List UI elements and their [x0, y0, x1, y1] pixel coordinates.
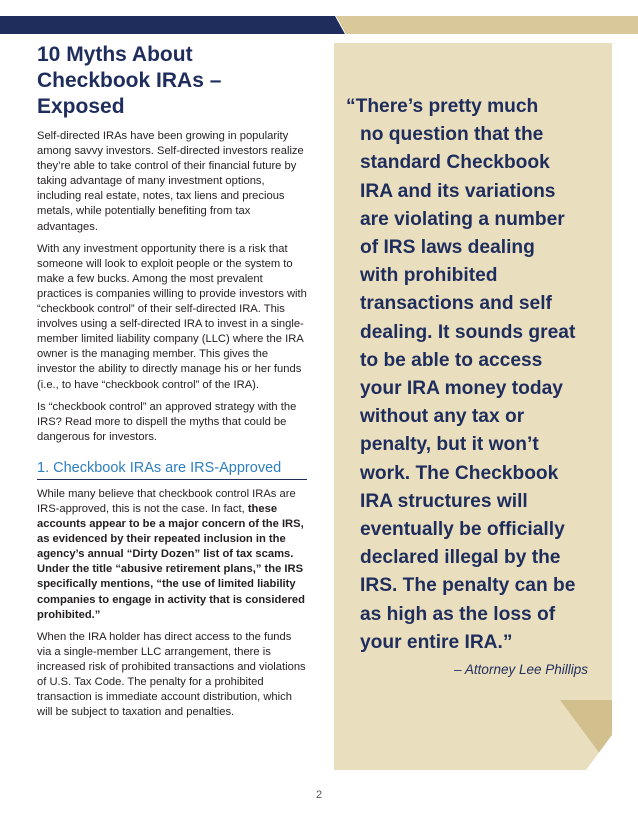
quote-line: IRS. The penalty can be — [360, 575, 576, 597]
article-column — [37, 42, 307, 727]
quote-line: eventually be officially — [360, 519, 565, 541]
section-1-p1-bold: these accounts appear to be a major concern of the IRS, as evidenced by their repeated inclusion in the agency’s annual “Dirty Dozen” list of tax scams. Under the title “abusive retirement plans,” the IRS specifically mentions, “the use of limited liability companies to engage in activity that is considered prohibited.” — [37, 502, 305, 621]
quote-line: are violating a number — [360, 208, 565, 230]
quote-line: IRA and its variations — [360, 180, 556, 202]
quote-line: transactions and self — [360, 293, 552, 315]
section-1-heading-text: 1. Checkbook IRAs are IRS-Approved — [37, 459, 282, 476]
section-1-paragraph-1 — [37, 487, 307, 623]
quote-attribution: – Attorney Lee Phillips — [454, 662, 588, 677]
quote-line: no question that the — [360, 124, 544, 146]
quote-line: declared illegal by the — [360, 547, 561, 569]
title-line-2: Checkbook IRAs – — [37, 69, 222, 92]
section-1-paragraph-2: When the IRA holder has direct access to the funds via a single-member LLC arrangement, there is increased risk of prohibited transactions and violations of U.S. Tax Code. The penalty for a prohibited transaction is immediate account distribution, which will be subject to taxation and penalties. — [37, 630, 306, 719]
quote-line: without any tax or — [360, 406, 525, 428]
quote-line: your entire IRA.” — [360, 631, 513, 653]
intro-paragraph-2: With any investment opportunity there is a risk that someone will look to exploit people or the system to make a few bucks. Among the most prevalent practices is companies willing to provide investors with “checkbook control” of their self-directed IRA. This involves using a self-directed IRA to invest in a single-member limited liability company (LLC) where the IRA owner is the managing member. This gives the investor the ability to directly manage his or her funds (i.e., to have “checkbook control” of the IRA). — [37, 242, 307, 391]
section-1-rule — [37, 479, 307, 480]
quote-line: of IRS laws dealing — [360, 237, 535, 259]
quote-line: penalty, but it won’t — [360, 434, 539, 456]
quote-line: IRA structures will — [360, 490, 528, 512]
quote-line: as high as the loss of — [360, 603, 556, 625]
page-number: 2 — [315, 789, 323, 801]
intro-paragraph-3: Is “checkbook control” an approved strategy with the IRS? Read more to dispell the myths that could be dangerous for investors. — [37, 400, 297, 443]
header-band-tan — [336, 16, 638, 34]
title-line-1: 10 Myths About — [37, 43, 193, 66]
header-band-navy — [0, 16, 345, 34]
quote-line: to be able to access — [360, 349, 543, 371]
quote-line: work. The Checkbook — [360, 462, 559, 484]
intro-paragraph-1: Self-directed IRAs have been growing in popularity among savvy investors. Self-directed investors realize they’re able to take control of their financial future by taking advantage of many investment options, including real estate, notes, tax liens and precious metals, while potentially benefiting from tax advantages. — [37, 130, 304, 233]
page-title — [37, 42, 307, 120]
quote-line: dealing. It sounds great — [360, 321, 576, 343]
pull-quote-text — [346, 93, 606, 657]
section-1-heading — [37, 459, 307, 480]
quote-line: standard Checkbook — [360, 152, 550, 174]
title-line-3: Exposed — [37, 95, 125, 118]
quote-line: with prohibited — [360, 265, 498, 287]
section-1-p1-plain: While many believe that checkbook control IRAs are IRS-approved, this is not the case. In fact, — [37, 487, 296, 515]
quote-line: “There’s pretty much — [346, 96, 539, 117]
quote-line: your IRA money today — [360, 378, 563, 400]
